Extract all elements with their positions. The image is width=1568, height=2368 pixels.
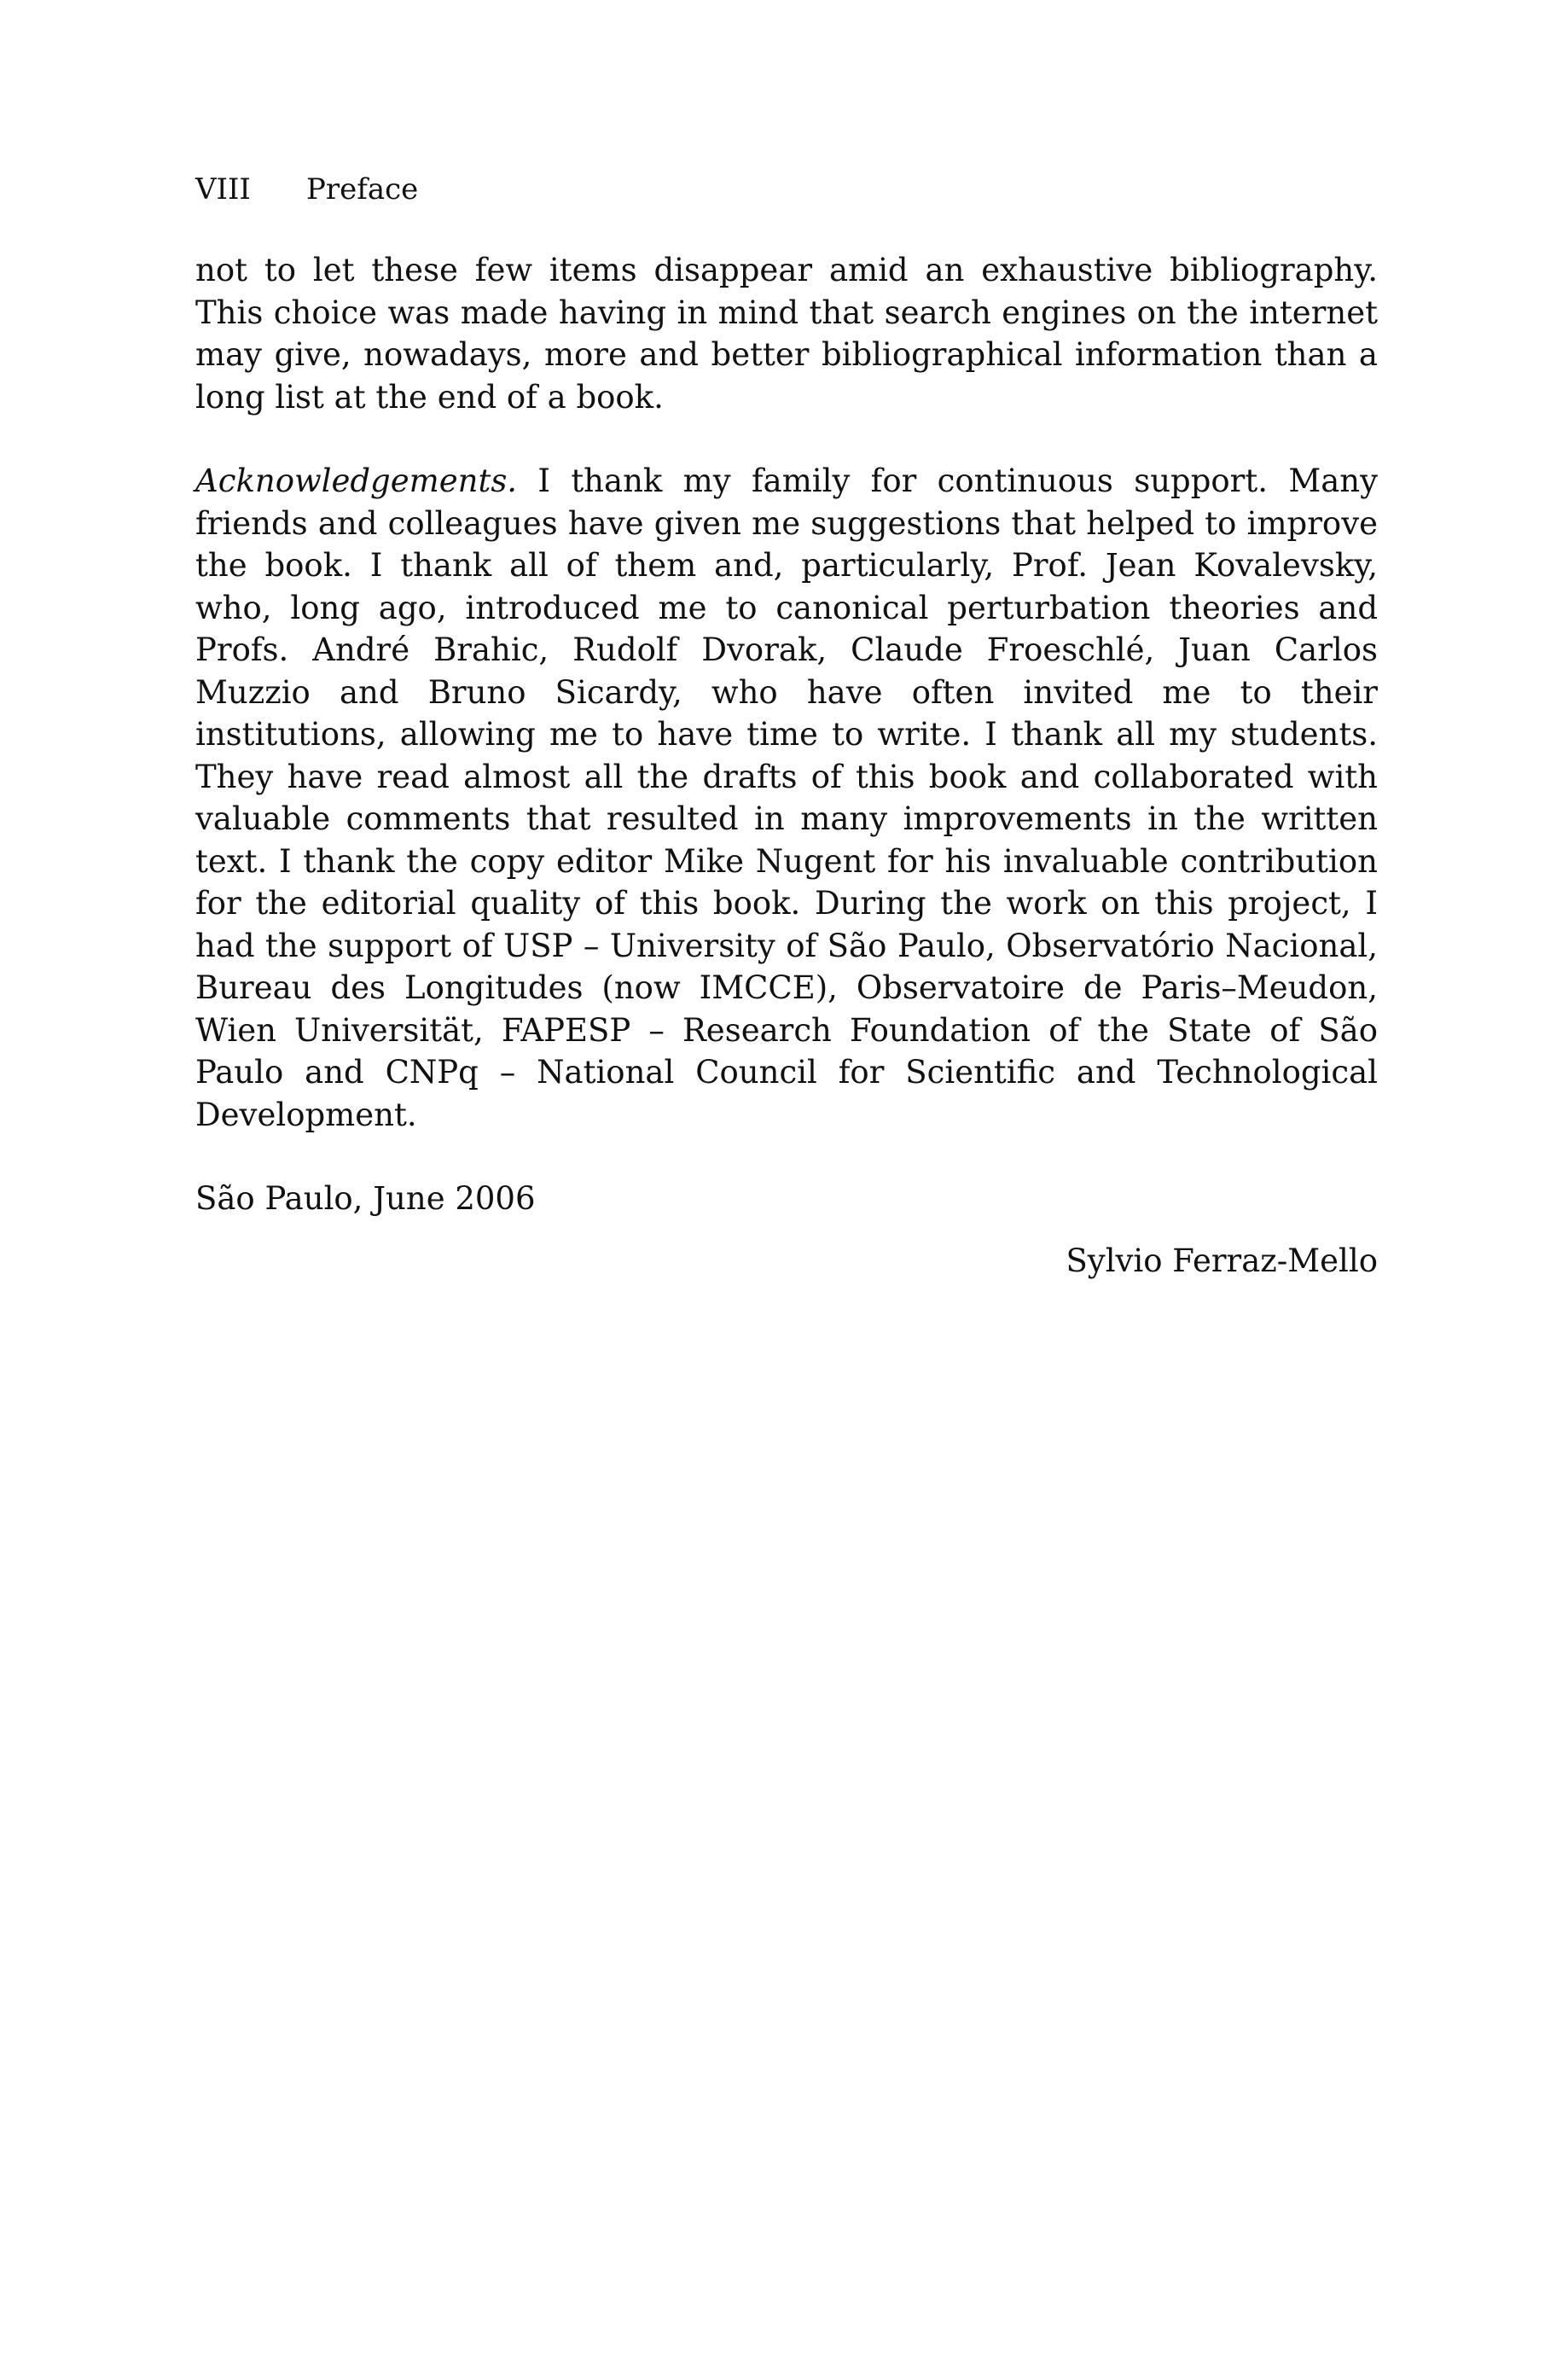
author-signature: Sylvio Ferraz-Mello — [1066, 1242, 1378, 1279]
paragraph-acknowledgements — [195, 460, 1378, 1136]
acknowledgements-lead-in: Acknowledgements. — [195, 463, 518, 499]
place-and-date: São Paulo, June 2006 — [195, 1180, 536, 1217]
running-head — [195, 169, 1378, 210]
page-number: VIII — [195, 172, 251, 207]
paragraph-bibliography-note: not to let these few items disappear amid an exhaustive bibliography. This choice was made having in mind that search engines on the internet may give, nowadays, more and better bibliographical information than a long list at the end of a book. — [195, 252, 1378, 416]
document-page — [195, 169, 1378, 1282]
acknowledgements-text: I thank my family for continuous support. Many friends and colleagues have given me suggestions that helped to improve the book. I thank all of them and, particularly, Prof. Jean Kovalevsky, who, long ago, introduced me to canonical perturbation theories and Profs. André Brahic, Rudolf Dvorak, Claude Froeschlé, Juan Carlos Muzzio and Bruno Sicardy, who have often invited me to their institutions, allowing me to have time to write. I thank all my students. They have read almost all the drafts of this book and collaborated with valuable comments that resulted in many improvements in the written text. I thank the copy editor Mike Nugent for his invaluable contribution for the editorial quality of this book. During the work on this project, I had the support of USP – University of São Paulo, Observatório Nacional, Bureau des Longitudes (now IMCCE), Observatoire de Paris–Meudon, Wien Universität, FAPESP – Research Foundation of the State of São Paulo and CNPq – National Council for Scientific and Technological Development. — [195, 463, 1378, 1133]
running-title: Preface — [306, 172, 419, 207]
